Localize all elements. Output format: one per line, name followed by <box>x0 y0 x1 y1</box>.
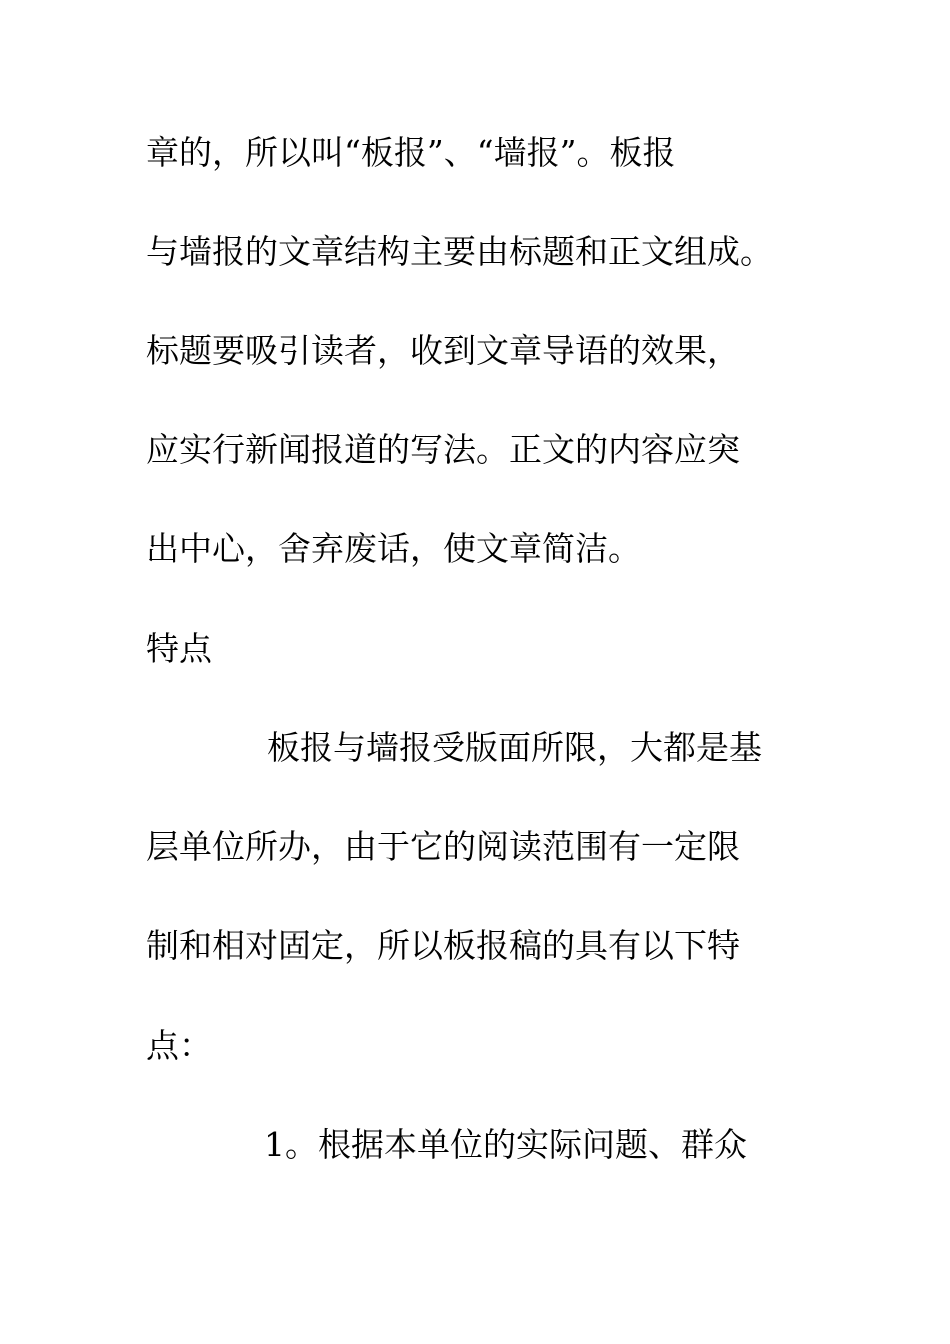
paragraph-line: 点： <box>146 1026 212 1065</box>
paragraph-line: 标题要吸引读者，收到文章导语的效果， <box>146 331 740 370</box>
section-heading: 特点 <box>146 629 212 668</box>
paragraph-line: 板报与墙报受版面所限，大都是基 <box>267 728 762 767</box>
paragraph-line: 应实行新闻报道的写法。正文的内容应突 <box>146 430 740 469</box>
paragraph-line: 层单位所办，由于它的阅读范围有一定限 <box>146 827 740 866</box>
paragraph-line: 与墙报的文章结构主要由标题和正文组成。 <box>146 232 773 271</box>
paragraph-line: 制和相对固定，所以板报稿的具有以下特 <box>146 926 740 965</box>
list-item: 1。根据本单位的实际问题、群众 <box>264 1125 747 1164</box>
paragraph-line: 出中心，舍弃废话，使文章简洁。 <box>146 529 641 568</box>
paragraph-line: 章的，所以叫“板报”、“墙报”。板报 <box>146 133 676 172</box>
